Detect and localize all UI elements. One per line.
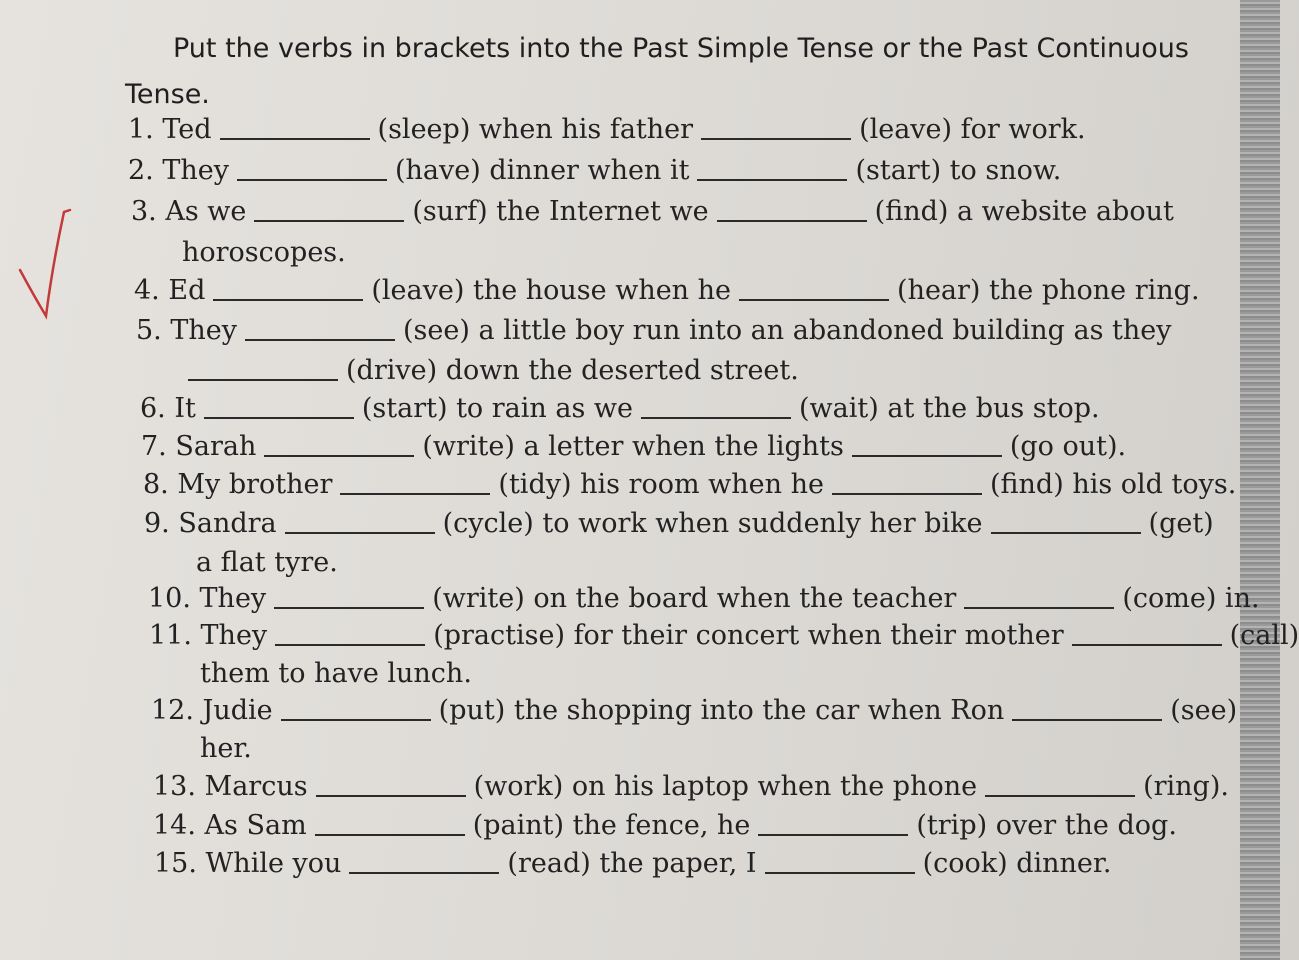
item-clause: (practise) for their concert when their mother <box>433 620 1064 651</box>
exercise-item <box>144 505 1214 543</box>
exercise-item <box>148 580 1260 618</box>
answer-blank[interactable] <box>275 644 425 646</box>
item-clause-end: (trip) over the dog. <box>916 810 1177 841</box>
answer-blank[interactable] <box>765 872 915 874</box>
exercise-item <box>128 111 1086 149</box>
item-continuation: them to have lunch. <box>200 658 472 689</box>
item-subject: They <box>199 583 267 614</box>
item-subject: As we <box>165 196 247 227</box>
item-number: 10. <box>148 583 191 614</box>
item-number: 12. <box>151 695 194 726</box>
item-clause-end: (see) <box>1170 695 1238 726</box>
exercise-item <box>153 768 1229 806</box>
item-number: 13. <box>153 771 196 802</box>
item-clause: (surf) the Internet we <box>412 196 709 227</box>
item-clause-end: (wait) at the bus stop. <box>799 393 1100 424</box>
answer-blank[interactable] <box>991 532 1141 534</box>
item-clause: (paint) the fence, he <box>472 810 751 841</box>
exercise-item <box>136 312 1172 350</box>
exercise-item <box>149 617 1299 655</box>
item-clause-end: (get) <box>1148 508 1214 539</box>
item-subject: Judie <box>202 695 273 726</box>
answer-blank[interactable] <box>1012 719 1162 721</box>
exercise-item <box>153 807 1177 845</box>
answer-blank[interactable] <box>641 417 791 419</box>
answer-blank[interactable] <box>701 138 851 140</box>
answer-blank[interactable] <box>717 220 867 222</box>
item-clause: (work) on his laptop when the phone <box>473 771 978 802</box>
answer-blank[interactable] <box>1072 644 1222 646</box>
item-clause: (have) dinner when it <box>395 155 690 186</box>
answer-blank[interactable] <box>285 532 435 534</box>
item-number: 7. <box>141 431 167 462</box>
item-clause-end: (come) in. <box>1122 583 1260 614</box>
item-subject: While you <box>205 848 342 879</box>
item-subject: Ed <box>168 275 206 306</box>
answer-blank[interactable] <box>188 379 338 381</box>
item-clause-end: (hear) the phone ring. <box>897 275 1200 306</box>
item-clause-end: (find) a website about <box>874 196 1174 227</box>
exercise-item <box>154 845 1111 883</box>
exercise-item <box>141 428 1126 466</box>
item-clause: (put) the shopping into the car when Ron <box>438 695 1005 726</box>
item-number: 2. <box>128 155 154 186</box>
item-number: 9. <box>144 508 170 539</box>
item-number: 6. <box>140 393 166 424</box>
exercise-instruction: Put the verbs in brackets into the Past Simple Tense or the Past Continuous Tense. <box>125 33 1189 110</box>
item-subject: They <box>170 315 237 346</box>
item-continuation-line <box>180 352 799 390</box>
item-subject: Marcus <box>204 771 308 802</box>
exercise-item <box>134 272 1200 310</box>
answer-blank[interactable] <box>758 834 908 836</box>
item-subject: They <box>200 620 268 651</box>
item-number: 5. <box>136 315 162 346</box>
item-clause: (sleep) when his father <box>377 114 694 145</box>
answer-blank[interactable] <box>832 493 982 495</box>
answer-blank[interactable] <box>739 299 889 301</box>
answer-blank[interactable] <box>964 607 1114 609</box>
item-continuation: a flat tyre. <box>196 547 338 578</box>
item-clause: (start) to rain as we <box>361 393 634 424</box>
exercise-item <box>131 193 1174 231</box>
item-number: 11. <box>149 620 192 651</box>
item-number: 8. <box>143 469 169 500</box>
item-clause: (tidy) his room when he <box>498 469 824 500</box>
item-number: 1. <box>128 114 154 145</box>
item-subject: It <box>174 393 196 424</box>
answer-blank[interactable] <box>316 795 466 797</box>
item-subject: Sandra <box>178 508 277 539</box>
item-subject: My brother <box>177 469 333 500</box>
item-clause: (see) a little boy run into an abandoned building as they <box>403 315 1172 346</box>
answer-blank[interactable] <box>254 220 404 222</box>
item-clause-end: (go out). <box>1009 431 1127 462</box>
answer-blank[interactable] <box>852 455 1002 457</box>
item-clause: (write) a letter when the lights <box>422 431 844 462</box>
item-continuation: (drive) down the deserted street. <box>346 355 799 386</box>
item-subject: As Sam <box>204 810 307 841</box>
answer-blank[interactable] <box>340 493 490 495</box>
answer-blank[interactable] <box>349 872 499 874</box>
answer-blank[interactable] <box>281 719 431 721</box>
item-clause: (read) the paper, I <box>507 848 757 879</box>
answer-blank[interactable] <box>985 795 1135 797</box>
answer-blank[interactable] <box>274 607 424 609</box>
answer-blank[interactable] <box>697 179 847 181</box>
item-clause-end: (start) to snow. <box>855 155 1062 186</box>
item-number: 4. <box>134 275 160 306</box>
item-clause: (leave) the house when he <box>371 275 732 306</box>
item-continuation: horoscopes. <box>182 237 346 268</box>
item-subject: Ted <box>162 114 212 145</box>
exercise-item <box>151 692 1237 730</box>
exercise-item <box>143 466 1236 504</box>
answer-blank[interactable] <box>237 179 387 181</box>
answer-blank[interactable] <box>264 455 414 457</box>
item-clause: (cycle) to work when suddenly her bike <box>442 508 983 539</box>
exercise-item <box>140 390 1100 428</box>
item-clause: (write) on the board when the teacher <box>432 583 957 614</box>
item-number: 3. <box>131 196 157 227</box>
item-clause-end: (ring). <box>1143 771 1229 802</box>
item-continuation: her. <box>200 733 252 764</box>
answer-blank[interactable] <box>315 834 465 836</box>
item-subject: They <box>162 155 229 186</box>
item-number: 14. <box>153 810 196 841</box>
answer-blank[interactable] <box>204 417 354 419</box>
item-clause-end: (leave) for work. <box>859 114 1086 145</box>
answer-blank[interactable] <box>245 339 395 341</box>
item-clause-end: (cook) dinner. <box>922 848 1112 879</box>
item-clause-end: (find) his old toys. <box>989 469 1237 500</box>
answer-blank[interactable] <box>213 299 363 301</box>
item-number: 15. <box>154 848 197 879</box>
exercise-item <box>128 152 1061 190</box>
item-subject: Sarah <box>175 431 257 462</box>
item-clause-end: (call) <box>1229 620 1299 651</box>
answer-blank[interactable] <box>220 138 370 140</box>
